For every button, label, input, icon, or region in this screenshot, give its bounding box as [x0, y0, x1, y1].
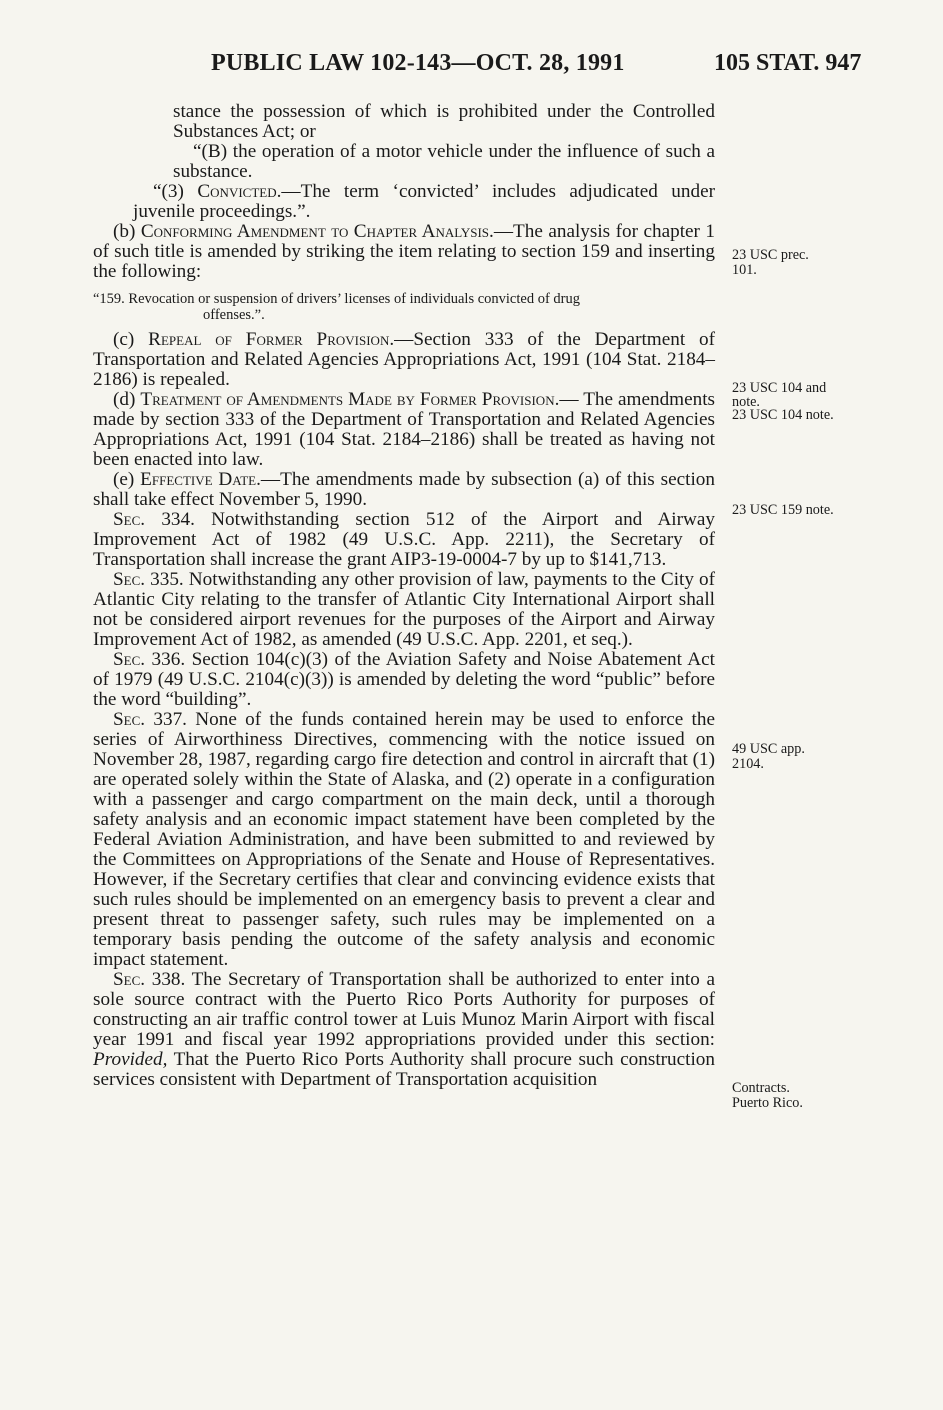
- margin-note-49-usc-app: [732, 742, 862, 772]
- paragraph-repeal: [93, 330, 715, 390]
- margin-note-line: Contracts.: [732, 1080, 790, 1096]
- body-text: [93, 102, 715, 1090]
- treatment-heading: Treatment of Amendments Made by Former Provision: [140, 389, 555, 410]
- margin-note-line: 49 USC app.: [732, 741, 805, 757]
- convicted-lead: “(3): [153, 181, 198, 202]
- margin-note-line: Puerto Rico.: [732, 1095, 803, 1111]
- paragraph-effective-date: [93, 470, 715, 510]
- conforming-text: .—The analysis for chapter 1 of such title is amended by striking the item relating to section 159 and inserting the following:: [93, 221, 716, 282]
- section-337: [93, 710, 715, 970]
- toc-line-2: offenses.”.: [203, 307, 265, 323]
- repeal-heading: Repeal of Former Provision: [148, 329, 390, 350]
- treatment-lead: (d): [113, 389, 141, 410]
- paragraph-convicted: [93, 182, 715, 222]
- margin-note-23-usc-prec: [732, 248, 862, 278]
- sec-337-text: . 337. None of the funds contained herein may be used to enforce the series of Airworthiness Directives, commencing with the notice issued on November 28, 1987, regarding cargo fire detection and control in aircraft that (1) are operated solely within the State of Alaska, and (2) operate in a configuration with a passenger and cargo compartment on the main deck, until a thorough safety analysis and an economic impact statement have been completed by the Federal Aviation Administration, and have been submitted to and reviewed by the Committees on Appropriations of the Senate and House of Representatives. However, if the Secretary certifies that clear and convincing evidence exists that such rules should be implemented on an emergency basis to prevent a clear and present threat to passenger safety, such rules may be implemented on a temporary basis pending the outcome of the safety analysis and economic impact statement.: [93, 709, 715, 970]
- sec-338-text: . 338. The Secretary of Transportation shall be authorized to enter into a sole source contract with the Puerto Rico Ports Authority for purposes of constructing an air traffic control tower at Luis Munoz Marin Airport with fiscal year 1991 and fiscal year 1992 appropriations provided under this section:: [93, 969, 715, 1050]
- sec-335-label: Sec: [113, 569, 141, 590]
- margin-note-23-usc-159: [732, 503, 862, 518]
- sec-338-text-cont: That the Puerto Rico Ports Authority shall procure such construction services consistent with Department of Transportation acquisition: [93, 1049, 715, 1090]
- convicted-heading: Convicted: [197, 181, 277, 202]
- sec-335-text: . 335. Notwithstanding any other provision of law, payments to the City of Atlantic City relating to the transfer of Atlantic City International Airport shall not be considered airport revenues for the purposes of the Airport and Airway Improvement Act of 1982, as amended (49 U.S.C. App. 2201, et seq.).: [93, 569, 715, 650]
- sec-334-text: . 334. Notwithstanding section 512 of the Airport and Airway Improvement Act of 1982 (49 U.S.C. App. 2211), the Secretary of Transportation shall increase the grant AIP3-19-0004-7 by up to $141,713.: [93, 509, 715, 570]
- margin-note-line: 101.: [732, 262, 757, 278]
- conforming-lead: (b): [113, 221, 141, 242]
- margin-note-line: 23 USC 104 note.: [732, 407, 834, 423]
- margin-note-23-usc-104: [732, 381, 862, 423]
- toc-line-1: “159. Revocation or suspension of drivers’ licenses of individuals convicted of drug: [93, 291, 580, 307]
- margin-note-contracts: [732, 1081, 862, 1111]
- toc-entry: [93, 291, 715, 323]
- sec-338-label: Sec: [113, 969, 141, 990]
- effective-text: .—The amendments made by subsection (a) of this section shall take effect November 5, 1990.: [93, 469, 715, 510]
- sec-338-provided: Provided,: [93, 1049, 168, 1070]
- sec-336-label: Sec: [113, 649, 141, 670]
- treatment-text: .— The amendments made by section 333 of the Department of Transportation and Related Agencies Appropriations Act, 1991 (104 Stat. 2184–2186) shall be treated as having not been enacted into law.: [93, 389, 715, 470]
- effective-lead: (e): [113, 469, 141, 490]
- repeal-text: .—Section 333 of the Department of Transportation and Related Agencies Appropriations Act, 1991 (104 Stat. 2184–2186) is repealed.: [93, 329, 716, 390]
- running-header-title: PUBLIC LAW 102-143—OCT. 28, 1991: [211, 50, 625, 76]
- conforming-heading: Conforming Amendment to Chapter Analysis: [140, 221, 490, 242]
- paragraph-treatment: [93, 390, 715, 470]
- sec-337-label: Sec: [113, 709, 141, 730]
- margin-note-line: 23 USC 104 and: [732, 380, 827, 396]
- section-334: [93, 510, 715, 570]
- margin-note-line: 23 USC 159 note.: [732, 502, 834, 518]
- section-336: [93, 650, 715, 710]
- paragraph-substance: stance the possession of which is prohibited under the Controlled Substances Act; or: [173, 101, 715, 142]
- repeal-lead: (c): [113, 329, 149, 350]
- effective-heading: Effective Date: [140, 469, 257, 490]
- section-338: [93, 970, 715, 1090]
- sec-336-text: . 336. Section 104(c)(3) of the Aviation Safety and Noise Abatement Act of 1979 (49 U.S.C. 2104(c)(3)) is amended by deleting the word “public” before the word “building”.: [93, 649, 715, 710]
- page-reference: 105 STAT. 947: [714, 50, 862, 76]
- paragraph-conforming-amendment: [93, 222, 715, 282]
- paragraph-b-motor-vehicle: “(B) the operation of a motor vehicle under the influence of such a substance.: [173, 141, 715, 182]
- margin-note-line: 23 USC prec.: [732, 247, 809, 263]
- sec-334-label: Sec: [113, 509, 141, 530]
- convicted-text: .—The term ‘convicted’ includes adjudicated under juvenile proceedings.”.: [133, 181, 715, 222]
- margin-note-line: 2104.: [732, 756, 764, 772]
- section-335: [93, 570, 715, 650]
- margin-note-line: note.: [732, 394, 760, 410]
